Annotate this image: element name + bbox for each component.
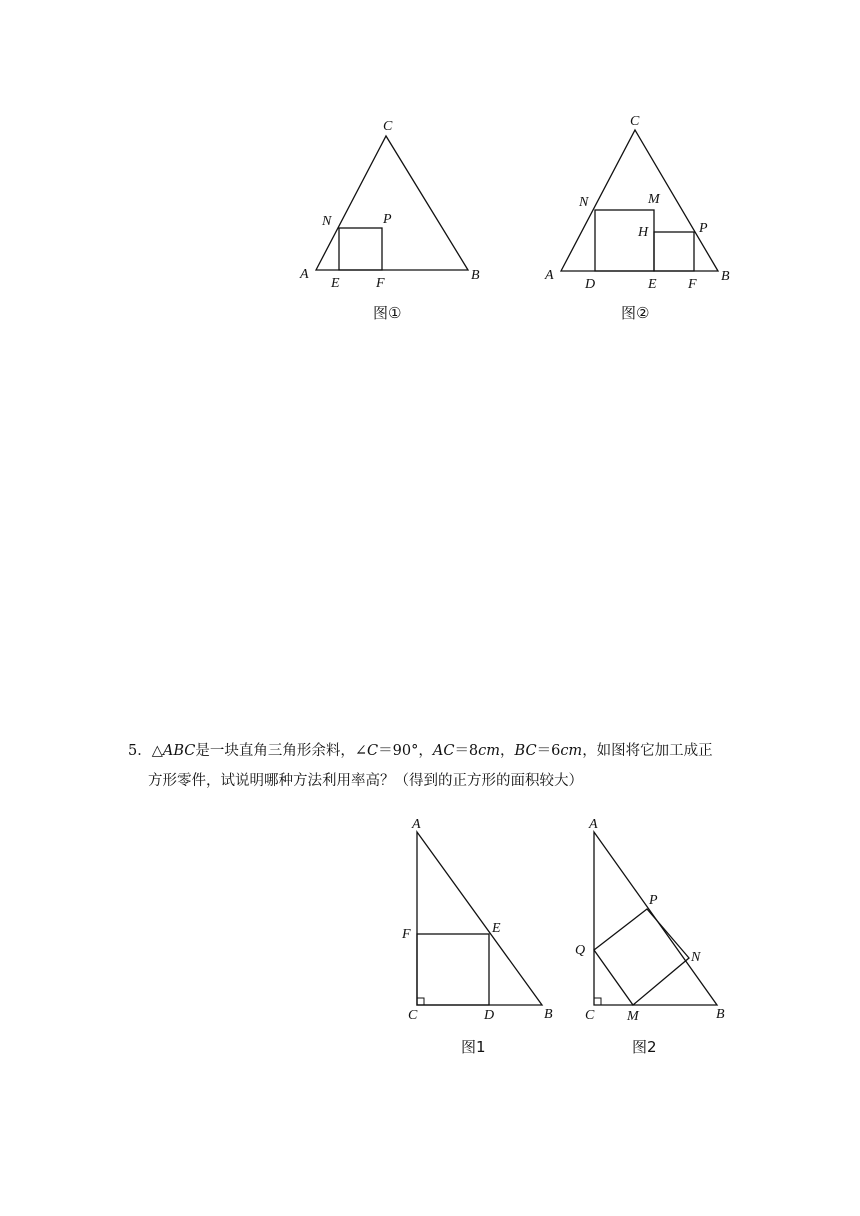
ac-eq: ＝8 — [454, 743, 479, 759]
bc-var: BC — [514, 743, 537, 759]
problem-text-2: ，如图将它加工成正 — [582, 743, 713, 759]
top-figures — [0, 0, 860, 340]
problem-5 — [128, 736, 738, 796]
fig2-caption: 图② — [621, 304, 650, 322]
bfig2-label-m: M — [627, 1009, 639, 1024]
bfig1-label-f: F — [402, 927, 411, 942]
fig2-label-e: E — [648, 277, 657, 292]
fig1-label-n: N — [322, 214, 332, 229]
angle-c: C — [367, 743, 379, 759]
bfig2-label-b: B — [716, 1007, 725, 1022]
triangle-name: ABC — [162, 743, 196, 759]
bfig2-label-n: N — [691, 950, 701, 965]
fig1-label-b: B — [471, 268, 480, 283]
comma-1: ， — [500, 743, 515, 759]
bfig2-label-q: Q — [575, 943, 586, 958]
bottom-figures — [0, 810, 860, 1070]
problem-text-1: 是一块直角三角形余料， — [195, 743, 355, 759]
fig2-label-h: H — [638, 225, 649, 240]
bfig1-label-d: D — [484, 1008, 495, 1023]
fig2-label-n: N — [579, 195, 589, 210]
fig2-label-m: M — [648, 192, 660, 207]
bfig1-caption: 图1 — [461, 1038, 486, 1056]
fig2-label-d: D — [585, 277, 596, 292]
bfig1-label-a: A — [412, 817, 421, 832]
fig1-label-f: F — [376, 276, 385, 291]
figure-2-right-triangle — [594, 832, 717, 1005]
problem-text-line-2: 方形零件，试说明哪种方法利用率高？（得到的正方形的面积较大） — [148, 773, 583, 789]
fig2-label-a: A — [545, 268, 554, 283]
ac-var: AC — [432, 743, 455, 759]
fig2-label-b: B — [721, 269, 730, 284]
fig1-label-c: C — [383, 119, 393, 134]
bfig1-label-e: E — [492, 921, 501, 936]
fig1-label-e: E — [331, 276, 340, 291]
fig1-label-p: P — [383, 212, 392, 227]
figure-1-right-triangle — [417, 832, 542, 1005]
angle-symbol: ∠ — [354, 743, 368, 759]
fig2-label-c: C — [630, 114, 640, 129]
bfig1-label-c: C — [408, 1008, 418, 1023]
triangle-symbol: △ — [151, 743, 163, 759]
bfig2-label-a: A — [589, 817, 598, 832]
cm-unit-1: cm — [478, 743, 501, 759]
cm-unit-2: cm — [560, 743, 583, 759]
bfig2-label-c: C — [585, 1008, 595, 1023]
bc-eq: ＝6 — [536, 743, 561, 759]
problem-number: 5． — [128, 743, 152, 759]
figure-1-triangle — [316, 136, 468, 270]
fig2-label-f: F — [688, 277, 697, 292]
fig1-label-a: A — [300, 267, 309, 282]
fig1-caption: 图① — [373, 304, 402, 322]
bfig2-label-p: P — [649, 893, 658, 908]
fig2-label-p: P — [699, 221, 708, 236]
bfig1-label-b: B — [544, 1007, 553, 1022]
angle-value: ＝90°， — [378, 743, 433, 759]
bfig2-caption: 图2 — [632, 1038, 657, 1056]
